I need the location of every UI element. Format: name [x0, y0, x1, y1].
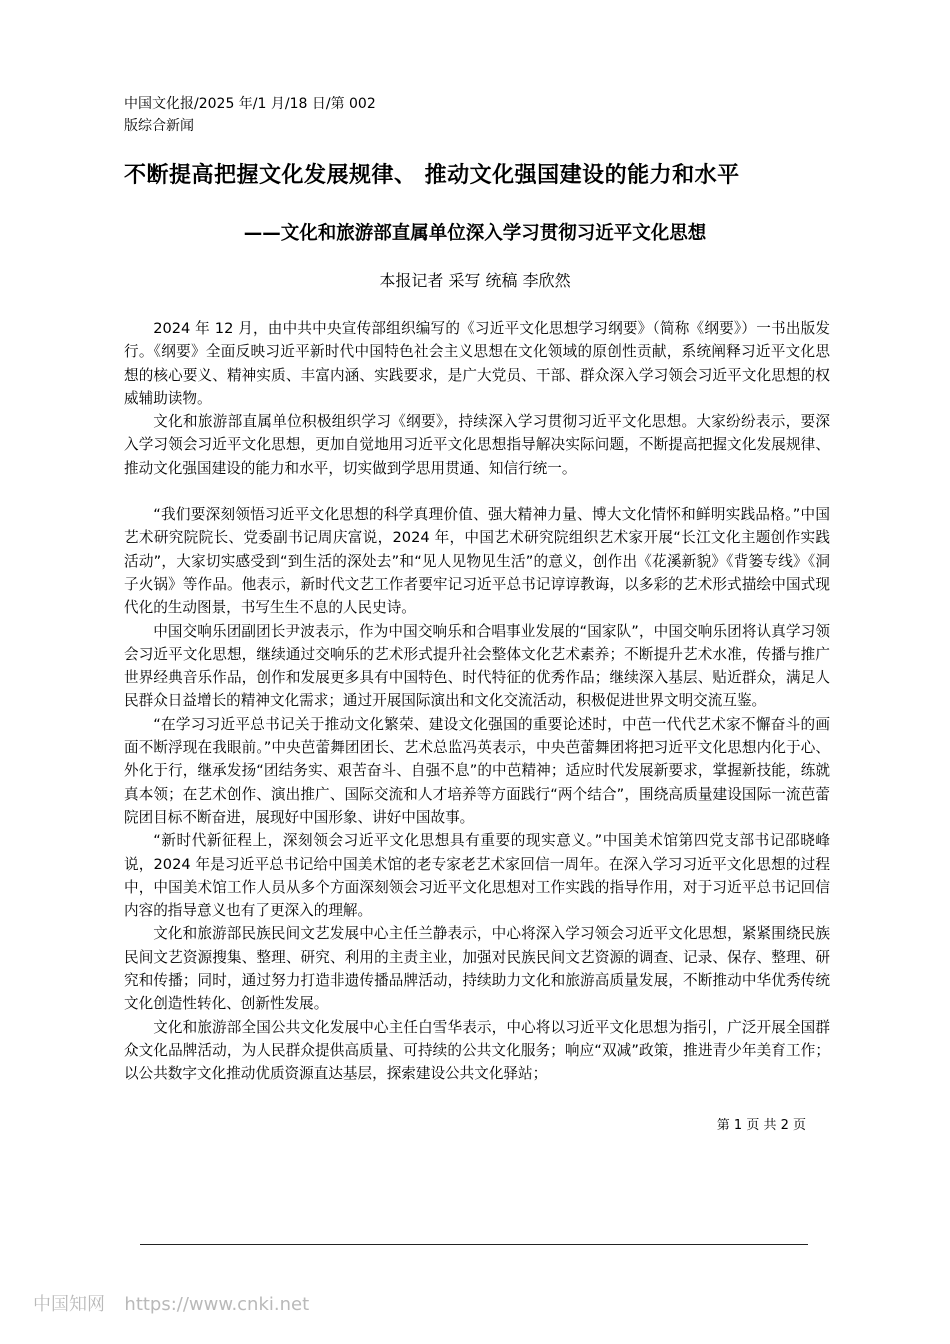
article-title: 不断提高把握文化发展规律、 推动文化强国建设的能力和水平: [124, 163, 740, 188]
paragraph: 中国交响乐团副团长尹波表示，作为中国交响乐和合唱事业发展的“国家队”，中国交响乐团将认真学习领会习近平文化思想，继续通过交响乐的艺术形式提升社会整体文化艺术素养；不断提升艺术水准，传播与推广世界经典音乐作品，创作和发展更多具有中国特色、时代特征的优秀作品；继续深入基层、贴近群众，满足人民群众日益增长的精神文化需求；通过开展国际演出和文化交流活动，积极促进世界文明交流互鉴。: [124, 622, 830, 710]
paragraph: 2024 年 12 月，由中共中央宣传部组织编写的《习近平文化思想学习纲要》（简称《纲要》）一书出版发行。《纲要》全面反映习近平新时代中国特色社会主义思想在文化领域的原创性贡献，系统阐释习近平文化思想的核心要义、精神实质、丰富内涵、实践要求，是广大党员、干部、群众深入学习领会习近平文化思想的权威辅助读物。: [124, 320, 830, 407]
paragraph: “我们要深刻领悟习近平文化思想的科学真理价值、强大精神力量、博大文化情怀和鲜明实践品格。”中国艺术研究院院长、党委副书记周庆富说，2024 年，中国艺术研究院组织艺术家开展“长江文化主题创作实践活动”，大家切实感受到“到生活的深处去”和“见人见物见生活”的意义，创作出《花溪新貌》《背篓专线》《洞子火锅》等作品。他表示，新时代文艺工作者要牢记习近平总书记谆谆教诲，以多彩的艺术形式描绘中国式现代化的生动图景，书写生生不息的人民史诗。: [124, 506, 830, 617]
article-byline: 本报记者 采写 统稿 李欣然: [379, 271, 571, 290]
source-line-2: 版综合新闻: [124, 118, 194, 134]
paragraph: 文化和旅游部直属单位积极组织学习《纲要》，持续深入学习贯彻习近平文化思想。大家纷纷表示，要深入学习领会习近平文化思想，更加自觉地用习近平文化思想指导解决实际问题，不断提高把握文化发展规律、推动文化强国建设的能力和水平，切实做到学思用贯通、知信行统一。: [124, 413, 830, 477]
footer-divider: [140, 1244, 808, 1245]
watermark-url: https://www.cnki.net: [124, 1294, 310, 1315]
article-body: [124, 317, 830, 1086]
page-indicator: 第 1 页 共 2 页: [716, 1118, 806, 1133]
paragraph: “在学习习近平总书记关于推动文化繁荣、建设文化强国的重要论述时，中芭一代代艺术家不懈奋斗的画面不断浮现在我眼前。”中央芭蕾舞团团长、艺术总监冯英表示，中央芭蕾舞团将把习近平文化思想内化于心、外化于行，继承发扬“团结务实、艰苦奋斗、自强不息”的中芭精神；适应时代发展新要求，掌握新技能，练就真本领；在艺术创作、演出推广、国际交流和人才培养等方面践行“两个结合”，围绕高质量建设国际一流芭蕾院团目标不断奋进，展现好中国形象、讲好中国故事。: [124, 715, 830, 826]
paragraph: 文化和旅游部全国公共文化发展中心主任白雪华表示，中心将以习近平文化思想为指引，广泛开展全国群众文化品牌活动，为人民群众提供高质量、可持续的公共文化服务；响应“双减”政策，推进青少年美育工作；以公共数字文化推动优质资源直达基层，探索建设公共文化驿站；: [124, 1018, 830, 1083]
source-line-1: 中国文化报/2025 年/1 月/18 日/第 002: [124, 96, 376, 112]
cnki-watermark: [33, 1290, 309, 1320]
paragraph: 文化和旅游部民族民间文艺发展中心主任兰静表示，中心将深入学习领会习近平文化思想，紧紧围绕民族民间文艺资源搜集、整理、研究、利用的主责主业，加强对民族民间文艺资源的调查、记录、保存、整理、研究和传播；同时，通过努力打造非遗传播品牌活动，持续助力文化和旅游高质量发展，不断推动中华优秀传统文化创造性转化、创新性发展。: [124, 925, 830, 1013]
watermark-brand: 中国知网: [33, 1294, 105, 1315]
publication-source: [124, 93, 424, 137]
paragraph: “新时代新征程上，深刻领会习近平文化思想具有重要的现实意义。”中国美术馆第四党支部书记邵晓峰说，2024 年是习近平总书记给中国美术馆的老专家老艺术家回信一周年。在深入学习习近平文化思想的过程中，中国美术馆工作人员从多个方面深刻领会习近平文化思想对工作实践的指导作用，对于习近平总书记回信内容的指导意义也有了更深入的理解。: [124, 832, 830, 920]
article-subtitle: ——文化和旅游部直属单位深入学习贯彻习近平文化思想: [243, 223, 707, 244]
